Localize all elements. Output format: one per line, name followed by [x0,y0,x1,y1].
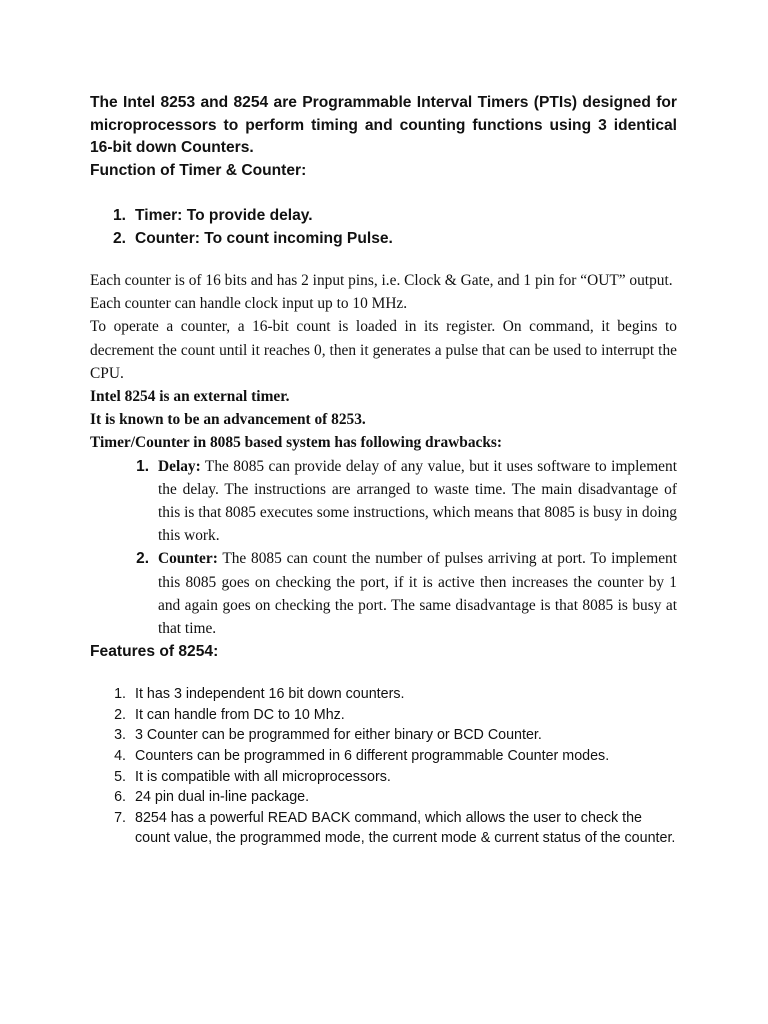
list-number: 1. [112,207,126,224]
list-item [90,227,677,250]
list-item [90,455,677,548]
list-number: 2. [114,706,126,723]
list-item-text: It has 3 independent 16 bit down counters. [135,686,405,703]
list-item [90,705,677,726]
list-number: 5. [114,768,126,785]
features-list [90,684,677,849]
function-heading: Function of Timer & Counter: [90,161,307,179]
list-item [90,746,677,767]
list-item [90,547,677,640]
list-item-text: It is compatible with all microprocessors. [135,768,391,785]
list-item [90,787,677,808]
list-number: 4. [114,748,126,765]
list-item [90,725,677,746]
list-number: 7. [114,809,126,826]
document-page [90,92,677,849]
drawbacks-list [90,455,677,641]
drawbacks-heading: Timer/Counter in 8085 based system has following drawbacks: [90,434,503,452]
list-number: 2. [136,550,149,568]
drawback-term: Delay: [158,457,201,475]
list-item [90,808,677,849]
list-number: 6. [114,789,126,806]
paragraph-counter-pins: Each counter is of 16 bits and has 2 input pins, i.e. Clock & Gate, and 1 pin for “OUT” output. [90,272,673,289]
spacer [90,250,677,269]
drawback-text: The 8085 can count the number of pulses arriving at port. To implement this 8085 goes on checking the port, if it is active then increases the counter by 1 and again goes on checking the port. The same disadvantage is that 8085 is busy at that time. [158,550,677,638]
paragraph-clock-input: Each counter can handle clock input up to 10 MHz. [90,295,408,313]
function-list [90,204,677,250]
list-item-text: 24 pin dual in-line package. [135,789,310,806]
list-number: 1. [136,457,149,475]
list-item-text: Timer: To provide delay. [135,207,313,224]
paragraph-operation: To operate a counter, a 16-bit count is loaded in its register. On command, it begins to decrement the count until it reaches 0, then it generates a pulse that can be used to interrupt the CPU. [90,318,677,382]
list-number: 3. [114,727,126,744]
list-item-text: It can handle from DC to 10 Mhz. [135,706,345,723]
list-item [90,684,677,705]
list-item-text: 8254 has a powerful READ BACK command, which allows the user to check the count value, the programmed mode, the current mode & current status of the counter. [135,809,676,847]
list-number: 1. [114,686,126,703]
bold-statement-external-timer: Intel 8254 is an external timer. [90,388,290,406]
list-number: 2. [112,230,126,247]
drawback-text: The 8085 can provide delay of any value, but it uses software to implement the delay. The instructions are arranged to waste time. The main disadvantage of this is that 8085 executes some instructions, which means that 8085 is busy in doing this work. [158,457,677,545]
list-item [90,204,677,227]
list-item-text: Counters can be programmed in 6 different programmable Counter modes. [135,748,610,765]
bold-statement-advancement: It is known to be an advancement of 8253. [90,411,366,429]
list-item-text: Counter: To count incoming Pulse. [135,230,393,247]
drawback-term: Counter: [158,550,218,568]
intro-paragraph: The Intel 8253 and 8254 are Programmable Interval Timers (PTIs) designed for microprocessors to perform timing and counting functions using 3 identical 16-bit down Counters. [90,94,677,156]
list-item-text: 3 Counter can be programmed for either binary or BCD Counter. [135,727,542,744]
features-heading: Features of 8254: [90,643,219,661]
list-item [90,767,677,788]
